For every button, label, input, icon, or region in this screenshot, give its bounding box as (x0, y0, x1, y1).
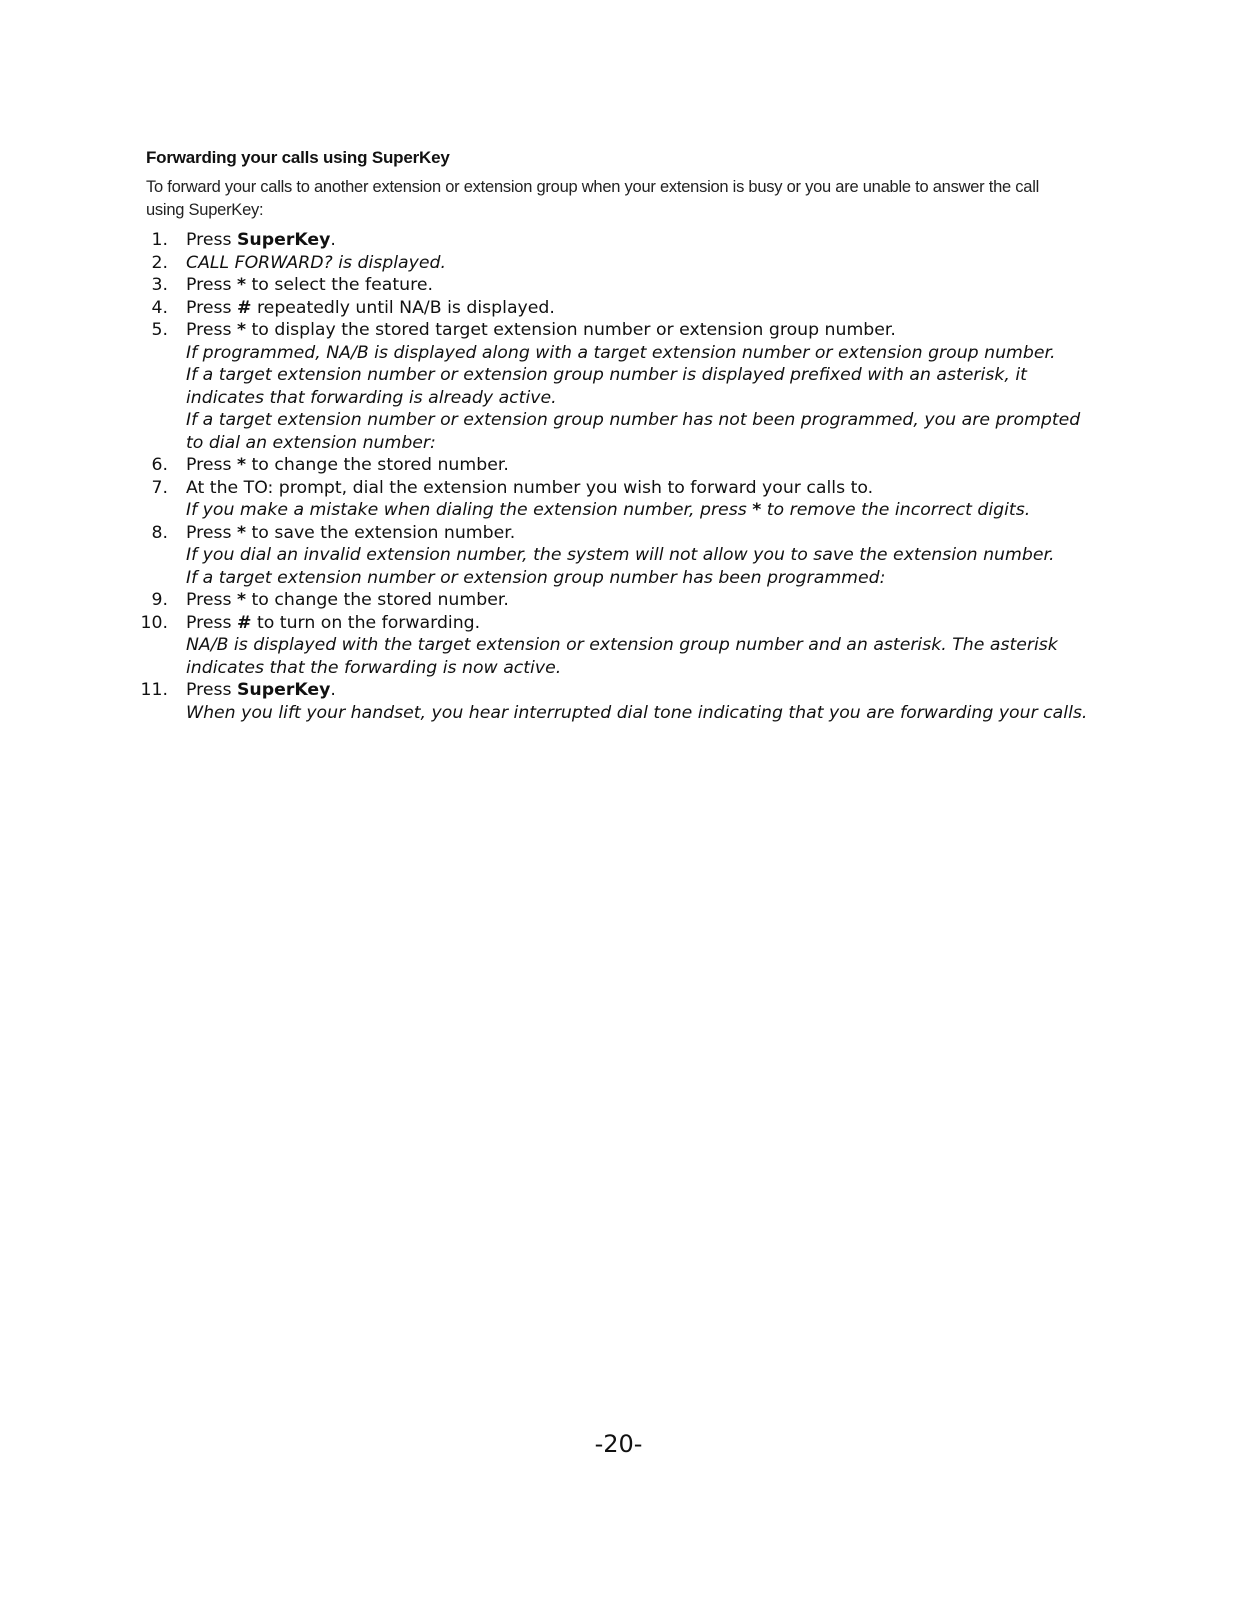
step-text: to change the stored number. (246, 455, 509, 475)
step-text: Press (186, 230, 237, 250)
step-note: When you lift your handset, you hear interrupted dial tone indicating that you are forwarding your calls. (186, 702, 1088, 723)
display-message: CALL FORWARD? is displayed. (186, 252, 446, 273)
note-text: If you make a mistake when dialing the extension number, press (186, 500, 753, 520)
step-number: 5. (151, 320, 168, 340)
key-label: SuperKey (236, 230, 331, 250)
step-7 (140, 477, 1100, 522)
step-number: 10. (140, 612, 168, 633)
step-8 (140, 522, 1100, 590)
step-text: Press (186, 455, 237, 475)
step-text: Press (186, 522, 237, 543)
step-text: At the TO: prompt, dial the extension number you wish to forward your calls to. (186, 477, 874, 498)
step-text: Press (186, 297, 237, 318)
step-text: . (330, 680, 336, 700)
step-text: . (330, 230, 336, 250)
key-label: * (236, 275, 247, 295)
step-5 (140, 319, 1100, 454)
step-text: repeatedly until NA/B is displayed. (251, 297, 555, 318)
key-label: * (236, 590, 247, 610)
step-9 (140, 589, 1100, 612)
step-text: to display the stored target extension number or extension group number. (246, 320, 896, 340)
step-note: If a target extension number or extension group number has been programmed: (186, 567, 886, 588)
step-text: to select the feature. (246, 275, 433, 295)
step-text: to turn on the forwarding. (251, 612, 481, 633)
step-1 (140, 229, 1100, 252)
step-note: If programmed, NA/B is displayed along with a target extension number or extension group number. (186, 342, 1056, 363)
step-note (186, 499, 1100, 522)
step-text: to save the extension number. (246, 522, 516, 543)
step-text: Press (186, 612, 237, 633)
step-6 (140, 454, 1100, 477)
step-number: 4. (151, 297, 168, 318)
intro-paragraph: To forward your calls to another extension or extension group when your extension is busy or you are unable to answer the call using SuperKey: (146, 178, 1040, 219)
step-number: 7. (151, 477, 168, 498)
steps-list (140, 229, 1100, 724)
step-2 (140, 252, 1100, 275)
step-note: If a target extension number or extension group number has not been programmed, you are prompted to dial an extension number: (186, 410, 1081, 453)
step-number: 6. (151, 455, 168, 475)
step-number: 8. (151, 522, 168, 543)
step-text: Press (186, 680, 237, 700)
step-number: 9. (151, 590, 168, 610)
step-11 (140, 679, 1100, 724)
step-text: Press (186, 275, 237, 295)
step-number: 2. (151, 252, 168, 273)
key-label: * (752, 500, 762, 520)
step-note: If you dial an invalid extension number, the system will not allow you to save the extension number. (186, 545, 1055, 565)
key-label: * (236, 522, 247, 543)
key-label: * (236, 320, 247, 340)
note-text: to remove the incorrect digits. (761, 500, 1031, 520)
step-text: Press (186, 320, 237, 340)
key-label: # (236, 612, 252, 633)
section-heading: Forwarding your calls using SuperKey (146, 148, 450, 167)
key-label: SuperKey (236, 680, 331, 700)
step-text: to change the stored number. (246, 590, 509, 610)
step-3 (140, 274, 1100, 297)
step-text: Press (186, 590, 237, 610)
step-note: NA/B is displayed with the target extension or extension group number and an asterisk. The asterisk indicates that the forwarding is now active. (186, 635, 1058, 678)
step-number: 11. (140, 680, 168, 700)
key-label: * (236, 455, 247, 475)
key-label: # (236, 297, 252, 318)
page-number: -20- (594, 1430, 643, 1458)
step-number: 1. (151, 230, 168, 250)
step-4 (140, 297, 1100, 320)
step-note: If a target extension number or extension group number is displayed prefixed with an asterisk, it indicates that forwarding is already active. (186, 365, 1027, 408)
step-10 (140, 612, 1100, 680)
step-number: 3. (151, 275, 168, 295)
